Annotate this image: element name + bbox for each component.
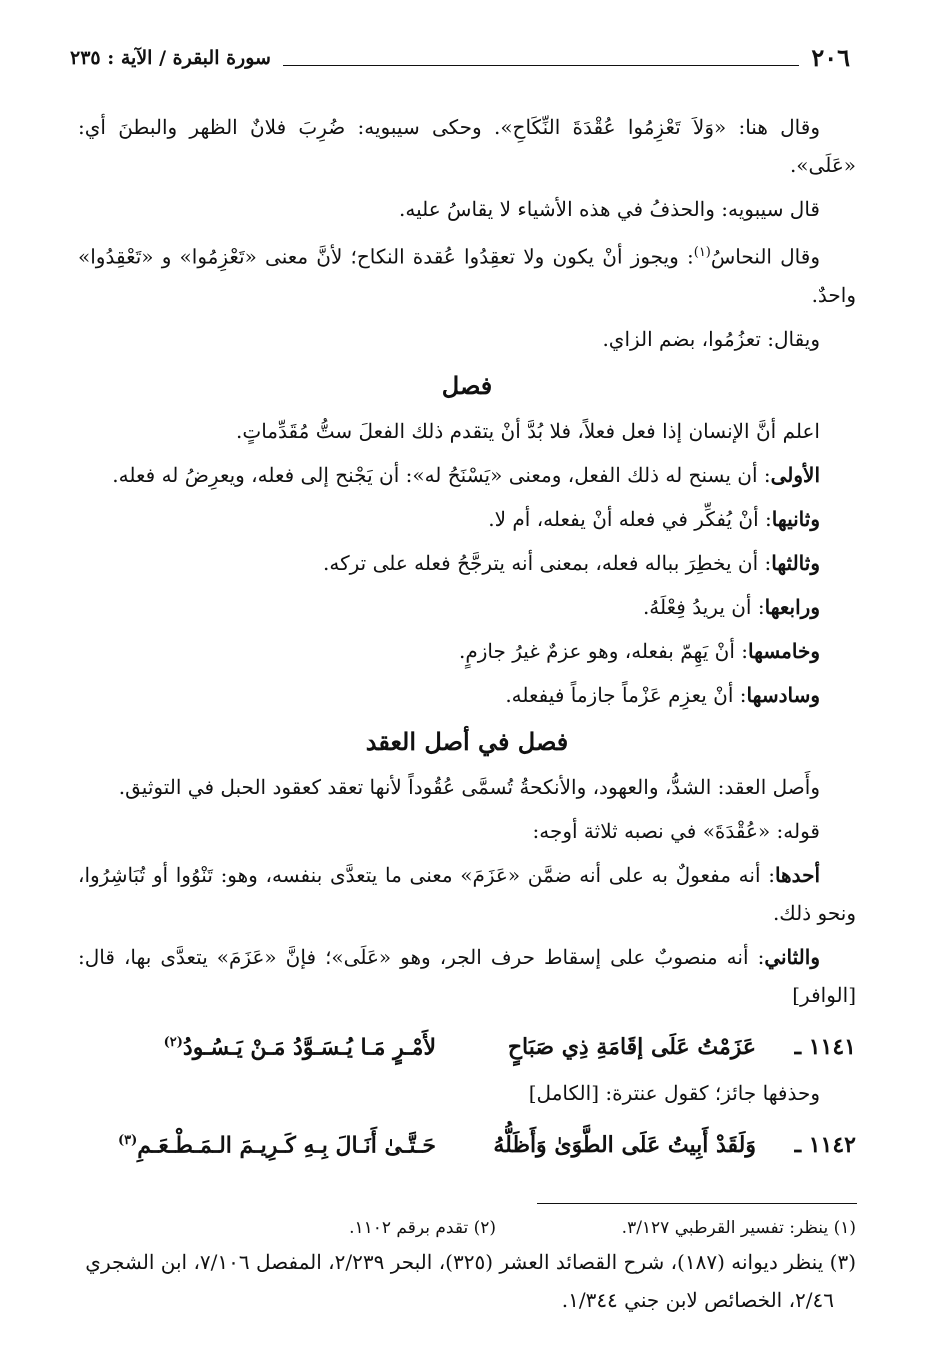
paragraph <box>78 938 856 1014</box>
paragraph <box>78 234 856 314</box>
poetry-verse <box>78 1020 856 1070</box>
verse-text: حَـتَّـىٰ أَنَـالَ بِـهِ كَـرِيـمَ الـمَـطْـعَـمِ <box>137 1132 436 1159</box>
paragraph <box>78 676 856 714</box>
paragraph-text: : أنْ يَهِمّ بفعله، وهو عزمٌ غيرُ جازمٍ. <box>459 638 749 663</box>
paragraph: ويقال: تعزُمُوا، بضم الزاي. <box>602 326 820 351</box>
paragraph <box>78 500 856 538</box>
footnote-row <box>78 1214 856 1243</box>
paragraph: قال سيبويه: والحذفُ في هذه الأشياء لا يقاسُ عليه. <box>399 197 820 221</box>
paragraph <box>78 632 856 670</box>
footnote-3: (٣) ينظر ديوانه (١٨٧)، شرح القصائد العشر (٣٢٥)، البحر ٢/٢٣٩، المفصل ٧/١٠٦، ابن الشجري <box>85 1250 856 1274</box>
footnote-ref: (٢) <box>163 1034 183 1050</box>
page-header <box>70 38 850 72</box>
paragraph: وحذفها جائز؛ كقول عنترة: [الكامل] <box>528 1080 820 1105</box>
paragraph-text: : أنْ يُفكِّر في فعله أنْ يفعله، أم لا. <box>488 506 772 531</box>
footnote-2: (٢) تقدم برقم ١١٠٢. <box>349 1218 496 1238</box>
paragraph: وقال هنا: «وَلاَ تَعْزِمُوا عُقْدَةَ النِّكَاحِ». وحكى سيبويه: ضُرِبَ فلانٌ الظهر والبطنَ أي: «عَلَى». <box>78 115 856 177</box>
footnote-rule <box>537 1203 857 1204</box>
paragraph-text: : أنه مفعولٌ به على أنه ضمَّن «عَزَمَ» معنى ما يتعدَّى بنفسه، وهو: تَنْوُوا أو تُبَاشِرُوا، ونحو ذلك. <box>78 862 856 925</box>
paragraph: قوله: «عُقْدَةَ» في نصبه ثلاثة أوجه: <box>532 818 820 843</box>
item-label: والثاني <box>764 944 820 969</box>
verse-hemistich-first: عَزَمْتُ عَلَى إقَامَةِ ذِي صَبَاحٍ <box>507 1033 756 1060</box>
paragraph-text: : أن يسنح له ذلك الفعل، ومعنى «يَسْنَحُ له»: أن يَجْنح إلى فعله، ويعرِضُ له فعله. <box>112 462 771 487</box>
running-title: سورة البقرة / الآية : ٢٣٥ <box>70 47 271 69</box>
poetry-verse <box>78 1118 856 1168</box>
verse-hemistich-second <box>78 1020 436 1070</box>
footnote-3-continued: ٢/٤٦، الخصائص لابن جني ١/٣٤٤. <box>561 1288 834 1312</box>
header-rule <box>283 65 799 66</box>
section-heading: فصل في أصل العقد <box>365 726 569 756</box>
verse-hemistich-first: وَلَقَدْ أَبِيتُ عَلَى الطَّوَىٰ وَأَظَلُّهُ <box>493 1132 756 1159</box>
paragraph-text: وقال النحاسُ <box>710 244 820 269</box>
item-label: وثانيها <box>771 506 820 531</box>
paragraph: وأَصل العقد: الشدُّ، والعهود، والأنكحةُ تُسمَّى عُقُوداً لأنها تعقد كعقود الحبل في التوثيق. <box>118 774 820 799</box>
verse-number: ١١٤٢ ـ <box>794 1132 856 1159</box>
footnote-ref: (٣) <box>117 1132 138 1148</box>
paragraph <box>78 544 856 582</box>
page-body <box>78 108 856 1172</box>
item-label: ورابعها <box>764 594 820 619</box>
paragraph: اعلم أنَّ الإنسان إذا فعل فعلاً، فلا بُدَّ أنْ يتقدم ذلك الفعلَ ستُّ مُقَدِّماتٍ. <box>236 418 820 443</box>
footnote-1: (١) ينظر: تفسير القرطبي ٣/١٢٧. <box>621 1218 856 1238</box>
verse-text: لأَمْـرٍ مَـا يُـسَـوَّدُ مَـنْ يَـسُـودُ <box>182 1033 436 1060</box>
item-label: وسادسها <box>746 682 820 707</box>
paragraph-text: : أنه منصوبٌ على إسقاط حرف الجر، وهو «عَلَى»؛ فإنَّ «عَزَمَ» يتعدَّى بها، قال: [الوافر] <box>78 944 856 1007</box>
paragraph <box>78 588 856 626</box>
section-heading: فصل <box>441 370 493 400</box>
item-label: أحدها <box>774 862 820 887</box>
paragraph <box>78 456 856 494</box>
item-label: وخامسها <box>748 638 820 663</box>
item-label: وثالثها <box>771 550 820 575</box>
paragraph-text: : أن يخطِرَ بباله فعله، بمعنى أنه يترجَّحُ فعله على تركه. <box>323 550 772 575</box>
footnotes <box>78 1214 856 1319</box>
page-number: ٢٠٦ <box>811 43 850 72</box>
verse-number: ١١٤١ ـ <box>794 1033 856 1060</box>
verse-hemistich-second <box>78 1118 436 1168</box>
footnote-ref: (١) <box>693 245 711 260</box>
paragraph-text: : ويجوز أنْ يكون ولا تعقِدُوا عُقدة النكاح؛ لأنَّ معنى «تَعْزِمُوا» و «تَعْقِدُوا» واحدٌ. <box>78 244 856 307</box>
item-label: الأولى <box>770 462 820 487</box>
paragraph-text: : أنْ يعزِم عَزْماً جازماً فيفعله. <box>505 682 747 707</box>
paragraph <box>78 856 856 932</box>
paragraph-text: : أن يريدُ فِعْلَهُ. <box>642 594 765 619</box>
